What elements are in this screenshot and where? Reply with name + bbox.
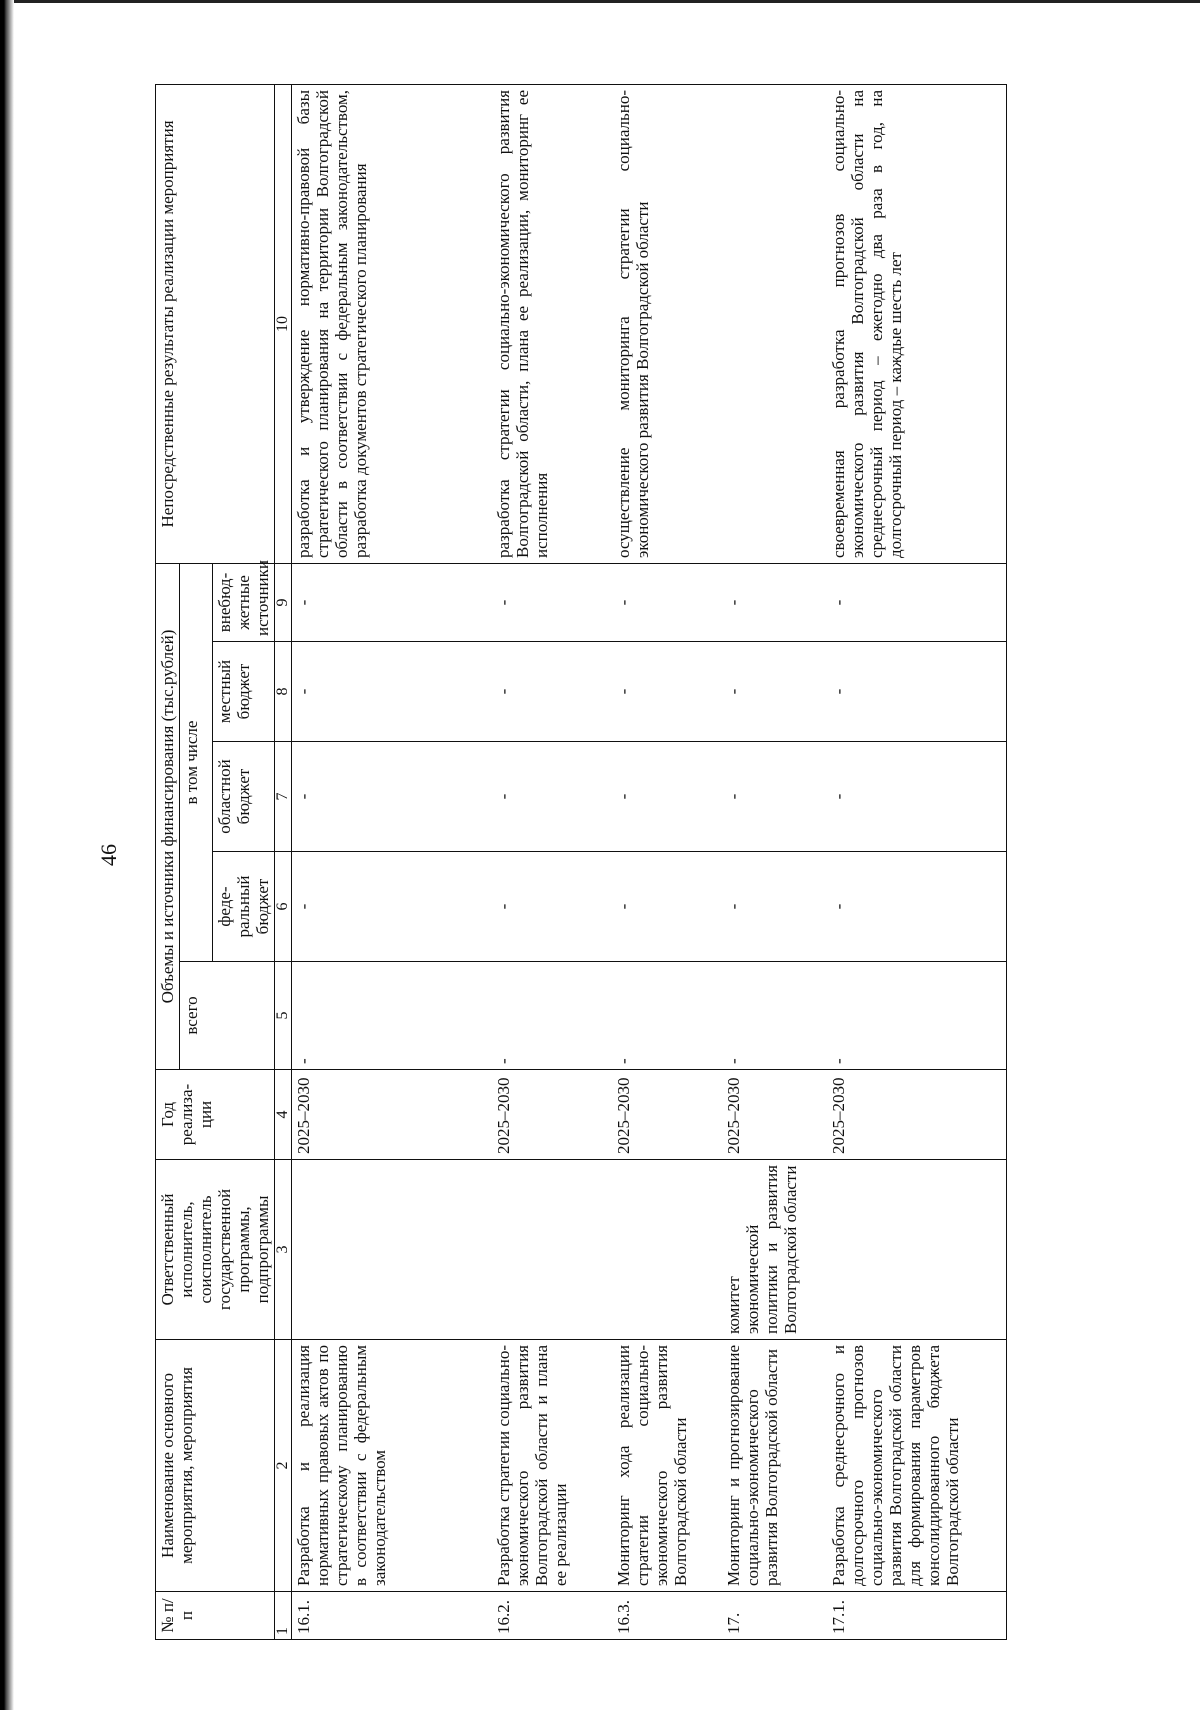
row-executor: комитет экономической политики и развития Волгоградской области [722, 1160, 827, 1340]
row-name: Мониторинг хода реализации стратегии социально-экономического развития Волгоградской области [612, 1340, 722, 1592]
column-number: 5 [275, 962, 292, 1070]
row-year: 2025–2030 [827, 1070, 1007, 1160]
row-result: своевременная разработка прогнозов социально-экономического развития Волгоградской области на среднесрочный период – ежегодно два раза в год, на долгосрочный период – каждые шесть лет [827, 84, 1007, 563]
row-executor [827, 1160, 1007, 1340]
row-year: 2025–2030 [722, 1070, 827, 1160]
row-num: 16.3. [612, 1592, 722, 1640]
row-local: - [292, 642, 492, 742]
header-including: в том числе [180, 563, 213, 961]
row-name: Разработка стратегии социально-экономического развития Волгоградской области и плана ее реализации [492, 1340, 612, 1592]
header-funding: Объемы и источники финансирования (тыс.рублей) [156, 563, 180, 1069]
row-num: 16.2. [492, 1592, 612, 1640]
header-name: Наименование основного мероприятия, мероприятия [156, 1340, 275, 1592]
row-name: Мониторинг и прогнозирование социально-экономического развития Волгоградской области [722, 1340, 827, 1592]
row-regional: - [827, 742, 1007, 852]
column-number: 7 [275, 742, 292, 852]
row-name: Разработка и реализация нормативных правовых актов по стратегическому планированию в соответствии с федеральным законодательством [292, 1340, 492, 1592]
row-num: 16.1. [292, 1592, 492, 1640]
header-local: местный бюджет [213, 642, 275, 742]
row-local: - [827, 642, 1007, 742]
row-extra: - [827, 563, 1007, 641]
measures-table [155, 84, 1007, 1640]
header-year: Год реализа-ции [156, 1070, 275, 1160]
row-regional: - [492, 742, 612, 852]
page-number: 46 [96, 844, 121, 866]
row-year: 2025–2030 [612, 1070, 722, 1160]
table-row [827, 84, 1007, 1639]
column-number: 1 [275, 1592, 292, 1640]
rotated-table-sheet [155, 85, 1040, 1640]
column-number: 9 [275, 563, 292, 641]
row-federal: - [492, 852, 612, 962]
row-executor [492, 1160, 612, 1340]
row-local: - [492, 642, 612, 742]
row-federal: - [827, 852, 1007, 962]
row-regional: - [292, 742, 492, 852]
row-extra: - [292, 563, 492, 641]
row-executor [292, 1160, 492, 1340]
row-local: - [722, 642, 827, 742]
scan-left-edge [0, 0, 14, 1710]
table-row [292, 84, 492, 1639]
header-executor: Ответственный исполнитель, соисполнитель государственной программы, подпрограммы [156, 1160, 275, 1340]
column-number: 3 [275, 1160, 292, 1340]
column-number: 8 [275, 642, 292, 742]
row-total: - [492, 962, 612, 1070]
row-local: - [612, 642, 722, 742]
row-total: - [612, 962, 722, 1070]
table-row [722, 84, 827, 1639]
row-result: разработка и утверждение нормативно-правовой базы стратегического планирования на территории Волгоградской области в соответствии с федеральным законодательством, разработка документов стратегического планирования [292, 84, 492, 563]
row-total: - [292, 962, 492, 1070]
row-year: 2025–2030 [492, 1070, 612, 1160]
scan-top-edge [0, 0, 1200, 3]
header-num: № п/п [156, 1592, 275, 1640]
row-total: - [722, 962, 827, 1070]
column-number: 6 [275, 852, 292, 962]
table-row [612, 84, 722, 1639]
row-executor [612, 1160, 722, 1340]
header-total: всего [180, 962, 275, 1070]
column-number: 10 [275, 84, 292, 563]
header-federal: феде-ральный бюджет [213, 852, 275, 962]
header-results: Непосредственные результаты реализации мероприятия [156, 84, 275, 563]
row-federal: - [612, 852, 722, 962]
row-federal: - [292, 852, 492, 962]
row-total: - [827, 962, 1007, 1070]
row-num: 17. [722, 1592, 827, 1640]
row-result: разработка стратегии социально-экономического развития Волгоградской области, плана ее реализации, мониторинг ее исполнения [492, 84, 612, 563]
row-result: осуществление мониторинга стратегии социально-экономического развития Волгоградской области [612, 84, 722, 563]
row-federal: - [722, 852, 827, 962]
row-regional: - [612, 742, 722, 852]
header-regional: областной бюджет [213, 742, 275, 852]
column-number: 4 [275, 1070, 292, 1160]
row-num: 17.1. [827, 1592, 1007, 1640]
row-year: 2025–2030 [292, 1070, 492, 1160]
row-regional: - [722, 742, 827, 852]
column-number: 2 [275, 1340, 292, 1592]
row-result [722, 84, 827, 563]
table-row [492, 84, 612, 1639]
row-extra: - [722, 563, 827, 641]
row-extra: - [492, 563, 612, 641]
row-name: Разработка среднесрочного и долгосрочного прогнозов социально-экономического развития Волгоградской области для формирования параметров консолидированного бюджета Волгоградской области [827, 1340, 1007, 1592]
row-extra: - [612, 563, 722, 641]
header-extra: внебюд-жетные источники [213, 563, 275, 641]
